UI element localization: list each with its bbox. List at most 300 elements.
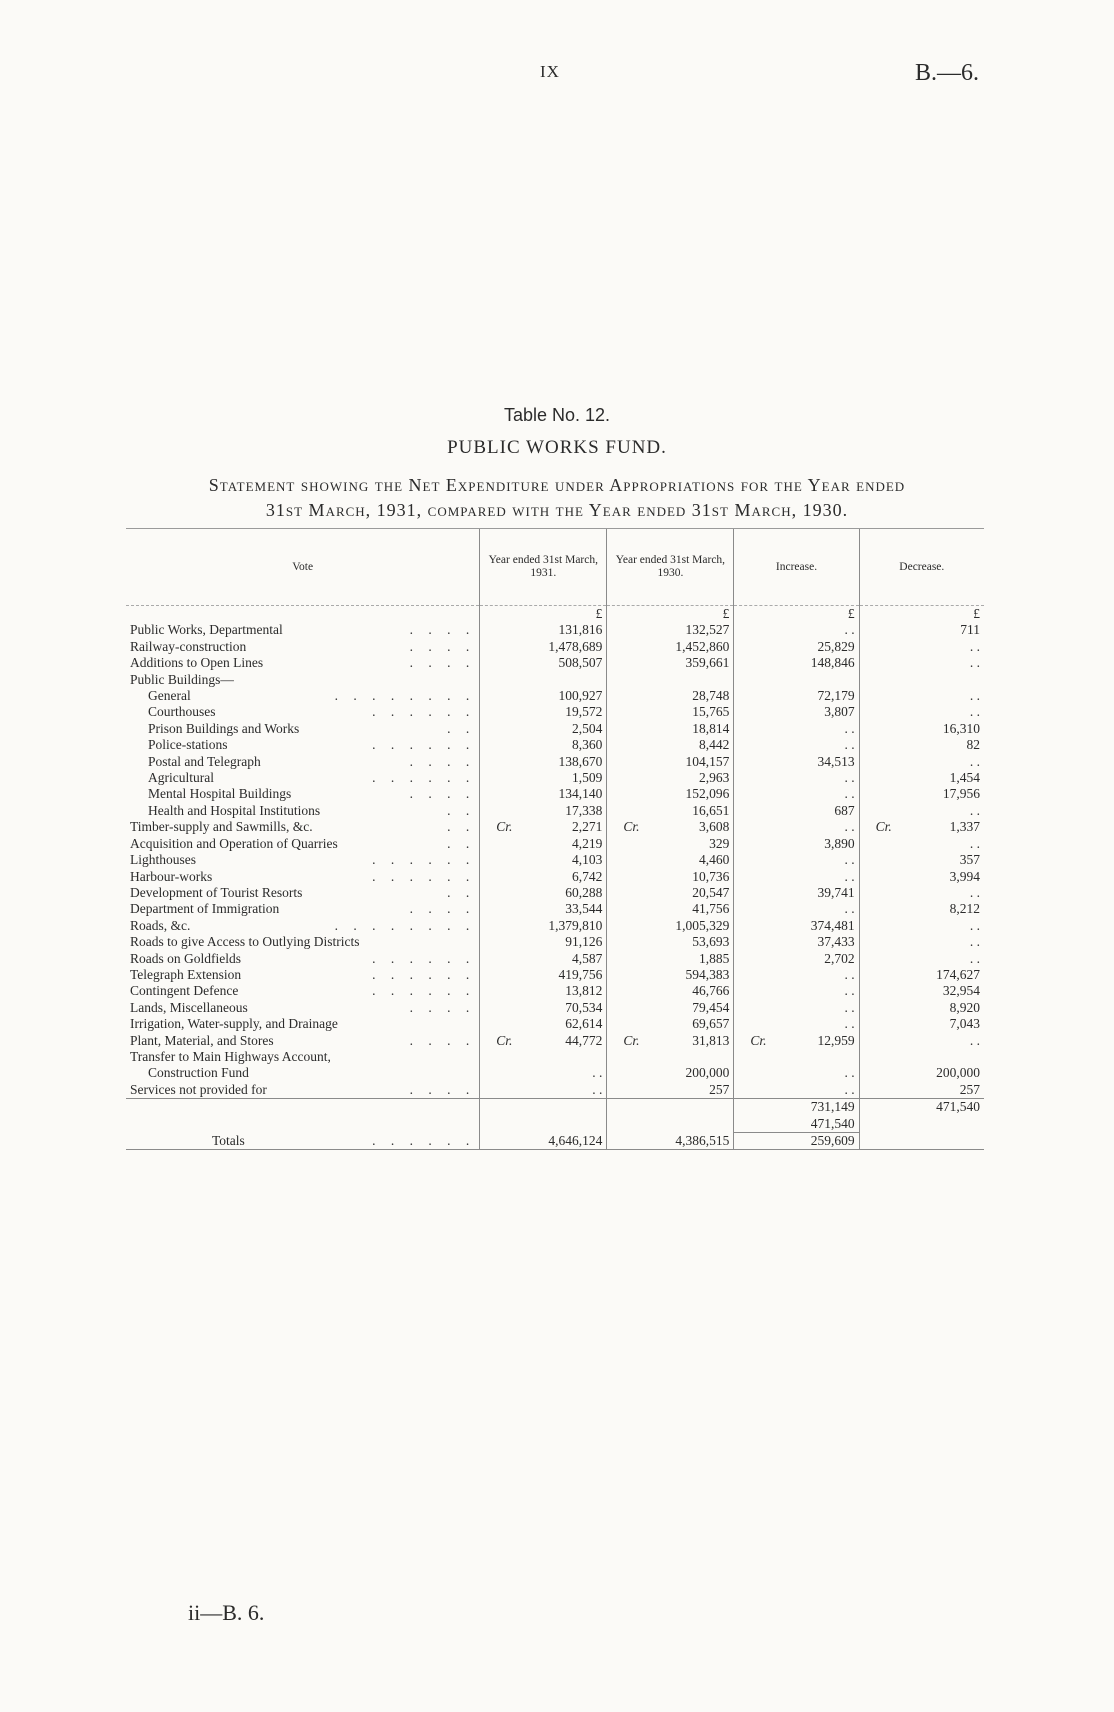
cell-value: 72,179	[817, 688, 855, 704]
vote-label: Irrigation, Water-supply, and Drainage	[130, 1016, 338, 1032]
vote-cell	[126, 885, 480, 901]
value-decrease	[859, 983, 984, 999]
cell-value: 508,507	[558, 655, 603, 671]
value-decrease	[859, 885, 984, 901]
leader-dots: . . . .	[409, 901, 476, 917]
value-year-1931	[480, 803, 607, 819]
cell-value: 8,212	[949, 901, 980, 917]
table-row	[126, 639, 984, 655]
value-decrease	[859, 737, 984, 753]
cell-value: 41,756	[692, 901, 730, 917]
table-row	[126, 754, 984, 770]
cell-value: . .	[969, 835, 980, 851]
table-body	[126, 606, 984, 1099]
vote-label: Lands, Miscellaneous	[130, 999, 248, 1015]
cell-value: . .	[969, 638, 980, 654]
cell-value: 3,608	[699, 819, 730, 835]
value-decrease	[859, 1016, 984, 1032]
vote-label: Postal and Telegraph	[148, 753, 261, 769]
cell-value: 17,956	[942, 786, 980, 802]
value-year-1930	[607, 819, 734, 835]
value-year-1931	[480, 951, 607, 967]
cell-value: 2,504	[571, 720, 603, 736]
value-decrease	[859, 786, 984, 802]
cell-value: . .	[844, 622, 855, 638]
cell-value: 8,442	[699, 737, 730, 753]
value-decrease	[859, 852, 984, 868]
value-increase	[734, 688, 859, 704]
value-decrease	[859, 836, 984, 852]
value-increase	[734, 721, 859, 737]
cell-value: 70,534	[565, 999, 603, 1015]
vote-label: Department of Immigration	[130, 901, 280, 917]
cell-value: 13,812	[565, 983, 603, 999]
cell-value: 15,765	[692, 704, 730, 720]
vote-cell	[126, 1016, 480, 1032]
cell-value: 31,813	[692, 1032, 730, 1048]
table-row	[126, 1049, 984, 1082]
cell-value: 1,509	[571, 770, 603, 786]
cell-value: . .	[844, 1065, 855, 1081]
table-row	[126, 836, 984, 852]
table-row	[126, 983, 984, 999]
value-year-1931	[480, 655, 607, 671]
value-increase	[734, 885, 859, 901]
vote-label: Roads on Goldfields	[130, 950, 241, 966]
cell-value: . .	[844, 966, 855, 982]
leader-dots: . .	[447, 884, 476, 900]
value-increase	[734, 1000, 859, 1016]
value-year-1930	[607, 655, 734, 671]
cell-value: 1,454	[949, 770, 980, 786]
value-increase	[734, 786, 859, 802]
value-increase	[734, 655, 859, 671]
value-year-1931	[480, 901, 607, 917]
cell-value: 329	[709, 835, 730, 851]
vote-cell	[126, 1033, 480, 1049]
vote-label-continued: Construction Fund	[148, 1065, 249, 1081]
totals-dots: . . . . . .	[372, 1132, 476, 1148]
table-row	[126, 770, 984, 786]
cell-value: 6,742	[571, 868, 603, 884]
table-row	[126, 737, 984, 753]
cell-value: 257	[959, 1081, 980, 1097]
value-year-1931	[480, 934, 607, 950]
value-year-1931	[480, 770, 607, 786]
vote-label: Timber-supply and Sawmills, &c.	[130, 819, 313, 835]
value-year-1930	[607, 934, 734, 950]
cell-value: 3,807	[824, 704, 855, 720]
cell-value: . .	[844, 868, 855, 884]
cell-value: 20,547	[692, 884, 730, 900]
value-decrease	[859, 951, 984, 967]
cell-value: 152,096	[685, 786, 730, 802]
cell-value: 60,288	[565, 884, 603, 900]
value-decrease	[859, 770, 984, 786]
cell-value: 419,756	[558, 966, 603, 982]
footer-reference: ii—B. 6.	[188, 1600, 265, 1625]
cell-value: . .	[844, 1081, 855, 1097]
value-increase	[734, 934, 859, 950]
cell-value: 200,000	[685, 1065, 730, 1081]
leader-dots: . .	[447, 720, 476, 736]
credit-marker: Cr.	[875, 819, 892, 835]
vote-cell	[126, 655, 480, 671]
currency-vote-cell	[126, 606, 480, 623]
subtotal-row	[126, 1099, 984, 1133]
table-row	[126, 918, 984, 934]
document-reference: B.—6.	[915, 60, 980, 86]
cell-value: 1,379,810	[548, 917, 603, 933]
vote-label: Police-stations	[148, 737, 228, 753]
cell-value: 2,271	[571, 819, 603, 835]
vote-label: Roads, &c.	[130, 917, 191, 933]
leader-dots: . . . .	[409, 622, 476, 638]
header-year-1931: Year ended 31st March, 1931.	[480, 529, 607, 606]
cell-value: 687	[834, 802, 855, 818]
cell-value: 39,741	[817, 884, 855, 900]
table-row	[126, 1016, 984, 1032]
value-decrease	[859, 967, 984, 983]
value-year-1931	[480, 688, 607, 704]
value-decrease	[859, 672, 984, 688]
value-year-1931	[480, 704, 607, 720]
totals-label: Totals	[212, 1132, 245, 1148]
value-year-1931	[480, 737, 607, 753]
cell-value: 1,337	[949, 819, 980, 835]
value-increase	[734, 819, 859, 835]
value-year-1930	[607, 852, 734, 868]
value-year-1930	[607, 885, 734, 901]
vote-cell	[126, 967, 480, 983]
value-year-1930	[607, 1033, 734, 1049]
totals-decrease-cell	[859, 1133, 984, 1150]
cell-value: . .	[844, 852, 855, 868]
value-year-1931	[480, 1000, 607, 1016]
table-row	[126, 803, 984, 819]
value-increase	[734, 852, 859, 868]
value-decrease	[859, 622, 984, 638]
cell-value: 28,748	[692, 688, 730, 704]
cell-value: 4,103	[571, 852, 603, 868]
cell-value: . .	[969, 950, 980, 966]
value-increase	[734, 1049, 859, 1082]
table-row	[126, 622, 984, 638]
cell-value: 91,126	[565, 934, 603, 950]
value-decrease	[859, 1049, 984, 1082]
leader-dots: . .	[447, 819, 476, 835]
cell-value: . .	[969, 934, 980, 950]
vote-cell	[126, 737, 480, 753]
leader-dots: . .	[447, 835, 476, 851]
cell-value: 3,890	[824, 835, 855, 851]
totals-increase: 259,609	[734, 1133, 859, 1150]
leader-dots: . . . . . .	[372, 983, 476, 999]
value-year-1930	[607, 967, 734, 983]
cell-value: . .	[969, 884, 980, 900]
value-year-1930	[607, 622, 734, 638]
value-year-1931	[480, 672, 607, 688]
cell-value: . .	[969, 655, 980, 671]
currency-row	[126, 606, 984, 623]
cell-value: 19,572	[565, 704, 603, 720]
cell-value: . .	[844, 786, 855, 802]
vote-cell	[126, 983, 480, 999]
value-year-1931	[480, 852, 607, 868]
table-row	[126, 786, 984, 802]
header-year-1930: Year ended 31st March, 1930.	[607, 529, 734, 606]
cell-value: 257	[709, 1081, 730, 1097]
vote-label: Services not provided for	[130, 1081, 267, 1097]
value-increase	[734, 704, 859, 720]
cell-value: 104,157	[685, 753, 730, 769]
value-year-1930	[607, 1049, 734, 1082]
currency-symbol: £	[734, 606, 859, 623]
cell-value: 200,000	[936, 1065, 980, 1081]
table-row	[126, 852, 984, 868]
value-increase	[734, 901, 859, 917]
credit-marker: Cr.	[750, 1032, 767, 1048]
subtotal-1931-cell	[480, 1099, 607, 1133]
cell-value: 131,816	[558, 622, 603, 638]
leader-dots: . . . . . .	[372, 737, 476, 753]
cell-value: 17,338	[565, 802, 603, 818]
vote-label: Harbour-works	[130, 868, 213, 884]
value-decrease	[859, 688, 984, 704]
cell-value: 374,481	[810, 917, 855, 933]
value-year-1930	[607, 770, 734, 786]
vote-cell	[126, 803, 480, 819]
cell-value: 1,478,689	[548, 638, 603, 654]
vote-label: Transfer to Main Highways Account,	[130, 1048, 331, 1064]
leader-dots: . . . . . .	[372, 966, 476, 982]
leader-dots: . .	[447, 802, 476, 818]
totals-year-1930: 4,386,515	[607, 1133, 734, 1150]
cell-value: 8,920	[949, 999, 980, 1015]
header-increase: Increase.	[734, 529, 859, 606]
cell-value: 62,614	[565, 1016, 603, 1032]
value-year-1930	[607, 754, 734, 770]
cell-value: 44,772	[565, 1032, 603, 1048]
table-row	[126, 901, 984, 917]
table-row	[126, 721, 984, 737]
value-year-1930	[607, 1000, 734, 1016]
cell-value: . .	[969, 802, 980, 818]
value-year-1930	[607, 803, 734, 819]
table-row	[126, 885, 984, 901]
header-vote: Vote	[126, 529, 480, 606]
value-decrease	[859, 639, 984, 655]
vote-cell	[126, 721, 480, 737]
credit-marker: Cr.	[623, 1032, 640, 1048]
leader-dots: . . . .	[409, 655, 476, 671]
cell-value: 37,433	[817, 934, 855, 950]
vote-label: Prison Buildings and Works	[148, 720, 300, 736]
vote-cell	[126, 819, 480, 835]
cell-value: 148,846	[810, 655, 855, 671]
value-year-1930	[607, 688, 734, 704]
vote-cell	[126, 1000, 480, 1016]
cell-value: 2,963	[699, 770, 730, 786]
cell-value: 100,927	[558, 688, 603, 704]
table-row	[126, 704, 984, 720]
currency-symbol: £	[859, 606, 984, 623]
cell-value: 7,043	[949, 1016, 980, 1032]
vote-cell	[126, 672, 480, 688]
cell-value: 18,814	[692, 720, 730, 736]
value-decrease	[859, 803, 984, 819]
cell-value: 79,454	[692, 999, 730, 1015]
cell-value: 82	[966, 737, 980, 753]
cell-value: 138,670	[558, 753, 603, 769]
value-decrease	[859, 819, 984, 835]
cell-value: . .	[844, 720, 855, 736]
header-row	[126, 529, 984, 606]
vote-cell	[126, 1049, 480, 1082]
currency-symbol: £	[607, 606, 734, 623]
cell-value: 16,310	[942, 720, 980, 736]
cell-value: . .	[844, 901, 855, 917]
table-row	[126, 869, 984, 885]
value-increase	[734, 639, 859, 655]
value-decrease	[859, 1082, 984, 1099]
value-increase	[734, 967, 859, 983]
leader-dots: . . . .	[409, 638, 476, 654]
cell-value: . .	[844, 770, 855, 786]
currency-symbol: £	[480, 606, 607, 623]
leader-dots: . . . .	[409, 1081, 476, 1097]
value-year-1931	[480, 918, 607, 934]
value-decrease	[859, 918, 984, 934]
cell-value: 46,766	[692, 983, 730, 999]
leader-dots: . . . . . . . .	[334, 917, 476, 933]
cell-value: . .	[844, 999, 855, 1015]
expenditure-table	[126, 528, 984, 1150]
credit-marker: Cr.	[623, 819, 640, 835]
table-number: Table No. 12.	[503, 405, 611, 425]
vote-cell	[126, 688, 480, 704]
vote-cell	[126, 836, 480, 852]
cell-value: 1,005,329	[675, 917, 730, 933]
subtotal-increase-cell	[734, 1099, 859, 1133]
vote-label: Agricultural	[148, 770, 214, 786]
statement-line-2: 31st March, 1931, compared with the Year ended 31st March, 1930.	[265, 500, 849, 520]
cell-value: 1,885	[699, 950, 730, 966]
subtotal-decrease: 471,540	[859, 1099, 984, 1133]
value-year-1930	[607, 672, 734, 688]
vote-label: Railway-construction	[130, 638, 247, 654]
vote-cell	[126, 918, 480, 934]
table-row	[126, 951, 984, 967]
cell-value: . .	[592, 1065, 603, 1081]
value-year-1930	[607, 737, 734, 753]
vote-label: Public Buildings—	[130, 671, 234, 687]
value-year-1930	[607, 704, 734, 720]
totals-label-cell	[126, 1133, 480, 1150]
cell-value: 1,452,860	[675, 638, 730, 654]
value-year-1930	[607, 951, 734, 967]
vote-cell	[126, 1082, 480, 1099]
vote-cell	[126, 704, 480, 720]
cell-value: . .	[969, 1032, 980, 1048]
value-year-1931	[480, 639, 607, 655]
totals-row	[126, 1133, 984, 1150]
leader-dots: . . . .	[409, 999, 476, 1015]
value-decrease	[859, 1033, 984, 1049]
cell-value: 8,360	[571, 737, 603, 753]
cell-value: 594,383	[685, 966, 730, 982]
cell-value: . .	[844, 983, 855, 999]
vote-cell	[126, 869, 480, 885]
cell-value: 34,513	[817, 753, 855, 769]
vote-label: Plant, Material, and Stores	[130, 1032, 274, 1048]
value-increase	[734, 869, 859, 885]
vote-label: Mental Hospital Buildings	[148, 786, 292, 802]
value-year-1930	[607, 869, 734, 885]
value-year-1931	[480, 819, 607, 835]
cell-value: . .	[969, 704, 980, 720]
value-increase	[734, 737, 859, 753]
cell-value: 2,702	[824, 950, 855, 966]
value-year-1930	[607, 983, 734, 999]
value-year-1931	[480, 983, 607, 999]
value-year-1931	[480, 1033, 607, 1049]
table-row	[126, 1000, 984, 1016]
vote-cell	[126, 934, 480, 950]
vote-cell	[126, 901, 480, 917]
cell-value: 32,954	[942, 983, 980, 999]
cell-value: 33,544	[565, 901, 603, 917]
value-increase	[734, 1016, 859, 1032]
cell-value: 174,627	[936, 966, 980, 982]
vote-cell	[126, 754, 480, 770]
subtotal-1930-cell	[607, 1099, 734, 1133]
credit-marker: Cr.	[496, 1032, 513, 1048]
cell-value: 134,140	[558, 786, 603, 802]
leader-dots: . . . .	[409, 1032, 476, 1048]
vote-cell	[126, 622, 480, 638]
cell-value: . .	[844, 1016, 855, 1032]
cell-value: 4,219	[571, 835, 603, 851]
cell-value: . .	[969, 917, 980, 933]
value-year-1931	[480, 754, 607, 770]
cell-value: 4,460	[699, 852, 730, 868]
vote-label: Acquisition and Operation of Quarries	[130, 835, 338, 851]
value-decrease	[859, 1000, 984, 1016]
leader-dots: . . . . . .	[372, 704, 476, 720]
cell-value: 132,527	[685, 622, 730, 638]
cell-value: 16,651	[692, 802, 730, 818]
vote-label: Telegraph Extension	[130, 966, 242, 982]
value-year-1930	[607, 918, 734, 934]
cell-value: 4,587	[571, 950, 603, 966]
value-year-1930	[607, 1016, 734, 1032]
vote-cell	[126, 951, 480, 967]
vote-label: Contingent Defence	[130, 983, 239, 999]
leader-dots: . . . . . .	[372, 770, 476, 786]
value-year-1931	[480, 836, 607, 852]
value-increase	[734, 622, 859, 638]
value-year-1931	[480, 885, 607, 901]
value-increase	[734, 803, 859, 819]
value-increase	[734, 1082, 859, 1099]
value-decrease	[859, 869, 984, 885]
leader-dots: . . . .	[409, 753, 476, 769]
cell-value: 3,994	[949, 868, 980, 884]
value-increase	[734, 770, 859, 786]
value-year-1931	[480, 1082, 607, 1099]
vote-cell	[126, 639, 480, 655]
